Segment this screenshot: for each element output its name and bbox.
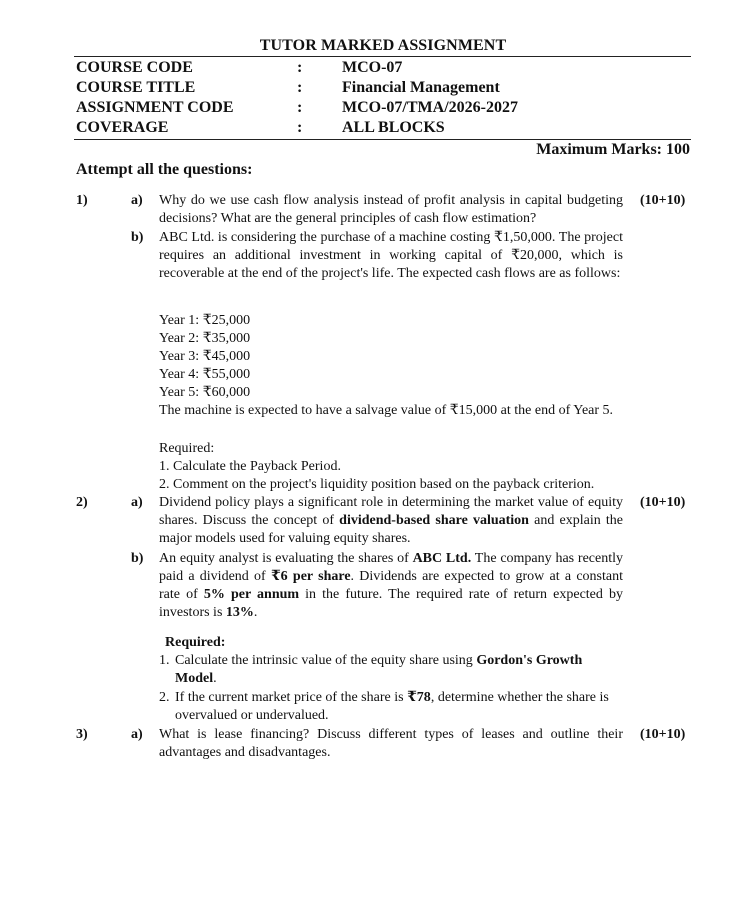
cash-flow-year-1: Year 1: ₹25,000: [159, 313, 251, 328]
question-3a-label: a): [131, 727, 143, 742]
question-3-number: 3): [76, 727, 88, 742]
question-1-marks: (10+10): [640, 193, 686, 208]
meta-row-assignment-code: [76, 99, 691, 119]
question-2-number: 2): [76, 495, 88, 510]
meta-separator: :: [297, 79, 303, 96]
meta-value: ALL BLOCKS: [342, 119, 445, 136]
meta-label: COURSE CODE: [76, 59, 193, 76]
cash-flow-year-4: Year 4: ₹55,000: [159, 367, 251, 382]
meta-label: COURSE TITLE: [76, 79, 196, 96]
question-2b-label: b): [131, 551, 144, 566]
header-bottom-rule: [74, 139, 691, 140]
required-number: 2.: [159, 690, 170, 705]
required-number: 1.: [159, 653, 170, 668]
meta-value: Financial Management: [342, 79, 500, 96]
meta-separator: :: [297, 59, 303, 76]
question-2a-label: a): [131, 495, 143, 510]
header-top-rule: [74, 56, 691, 57]
question-1b-required-2: 2. Comment on the project's liquidity position based on the payback criterion.: [159, 477, 595, 492]
question-1b-required-1: 1. Calculate the Payback Period.: [159, 459, 341, 474]
meta-separator: :: [297, 99, 303, 116]
meta-separator: :: [297, 119, 303, 136]
cash-flow-year-3: Year 3: ₹45,000: [159, 349, 251, 364]
question-3a-text: What is lease financing? Discuss different types of leases and outline their advantages and disadvantages.: [159, 727, 623, 760]
question-1b-text: ABC Ltd. is considering the purchase of a machine costing ₹1,50,000. The project requires an additional investment in working capital of ₹20,000, which is recoverable at the end of the project's life. The expected cash flows are as follows:: [159, 230, 623, 281]
question-2b-text: An equity analyst is evaluating the shares of ABC Ltd. The company has recently paid a dividend of ₹6 per share. Dividends are expected to grow at a constant rate of 5% per annum in the future. The required rate of return expected by investors is 13%.: [159, 551, 624, 620]
document-title: TUTOR MARKED ASSIGNMENT: [259, 37, 507, 54]
meta-value: MCO-07/TMA/2026-2027: [342, 99, 518, 116]
meta-row-coverage: [76, 119, 691, 139]
meta-label: ASSIGNMENT CODE: [76, 99, 234, 116]
question-2b-required-1: 1. Calculate the intrinsic value of the equity share using Gordon's Growth Model.: [159, 653, 583, 686]
question-2b-required-label: Required:: [165, 635, 226, 650]
question-1b-label: b): [131, 230, 144, 245]
cash-flow-year-2: Year 2: ₹35,000: [159, 331, 251, 346]
maximum-marks: Maximum Marks: 100: [536, 141, 690, 158]
question-1b-required-label: Required:: [159, 441, 215, 456]
meta-row-course-code: [76, 59, 691, 79]
meta-label: COVERAGE: [76, 119, 169, 136]
meta-value: MCO-07: [342, 59, 403, 76]
meta-row-course-title: [76, 79, 691, 99]
instruction-heading: Attempt all the questions:: [76, 161, 253, 178]
question-3-marks: (10+10): [640, 727, 686, 742]
salvage-value-text: The machine is expected to have a salvage value of ₹15,000 at the end of Year 5.: [159, 403, 614, 418]
cash-flow-year-5: Year 5: ₹60,000: [159, 385, 251, 400]
question-1a-text: Why do we use cash flow analysis instead of profit analysis in capital budgeting decisions? What are the general principles of cash flow estimation?: [159, 193, 623, 226]
question-2a-text: Dividend policy plays a significant role in determining the market value of equity shares. Discuss the concept of dividend-based share valuation and explain the major models used for valuing equity shares.: [159, 495, 623, 546]
question-1-number: 1): [76, 193, 88, 208]
question-2b-required-2: 2. If the current market price of the share is ₹78, determine whether the share is overvalued or undervalued.: [159, 690, 609, 723]
question-2-marks: (10+10): [640, 495, 686, 510]
question-1a-label: a): [131, 193, 143, 208]
